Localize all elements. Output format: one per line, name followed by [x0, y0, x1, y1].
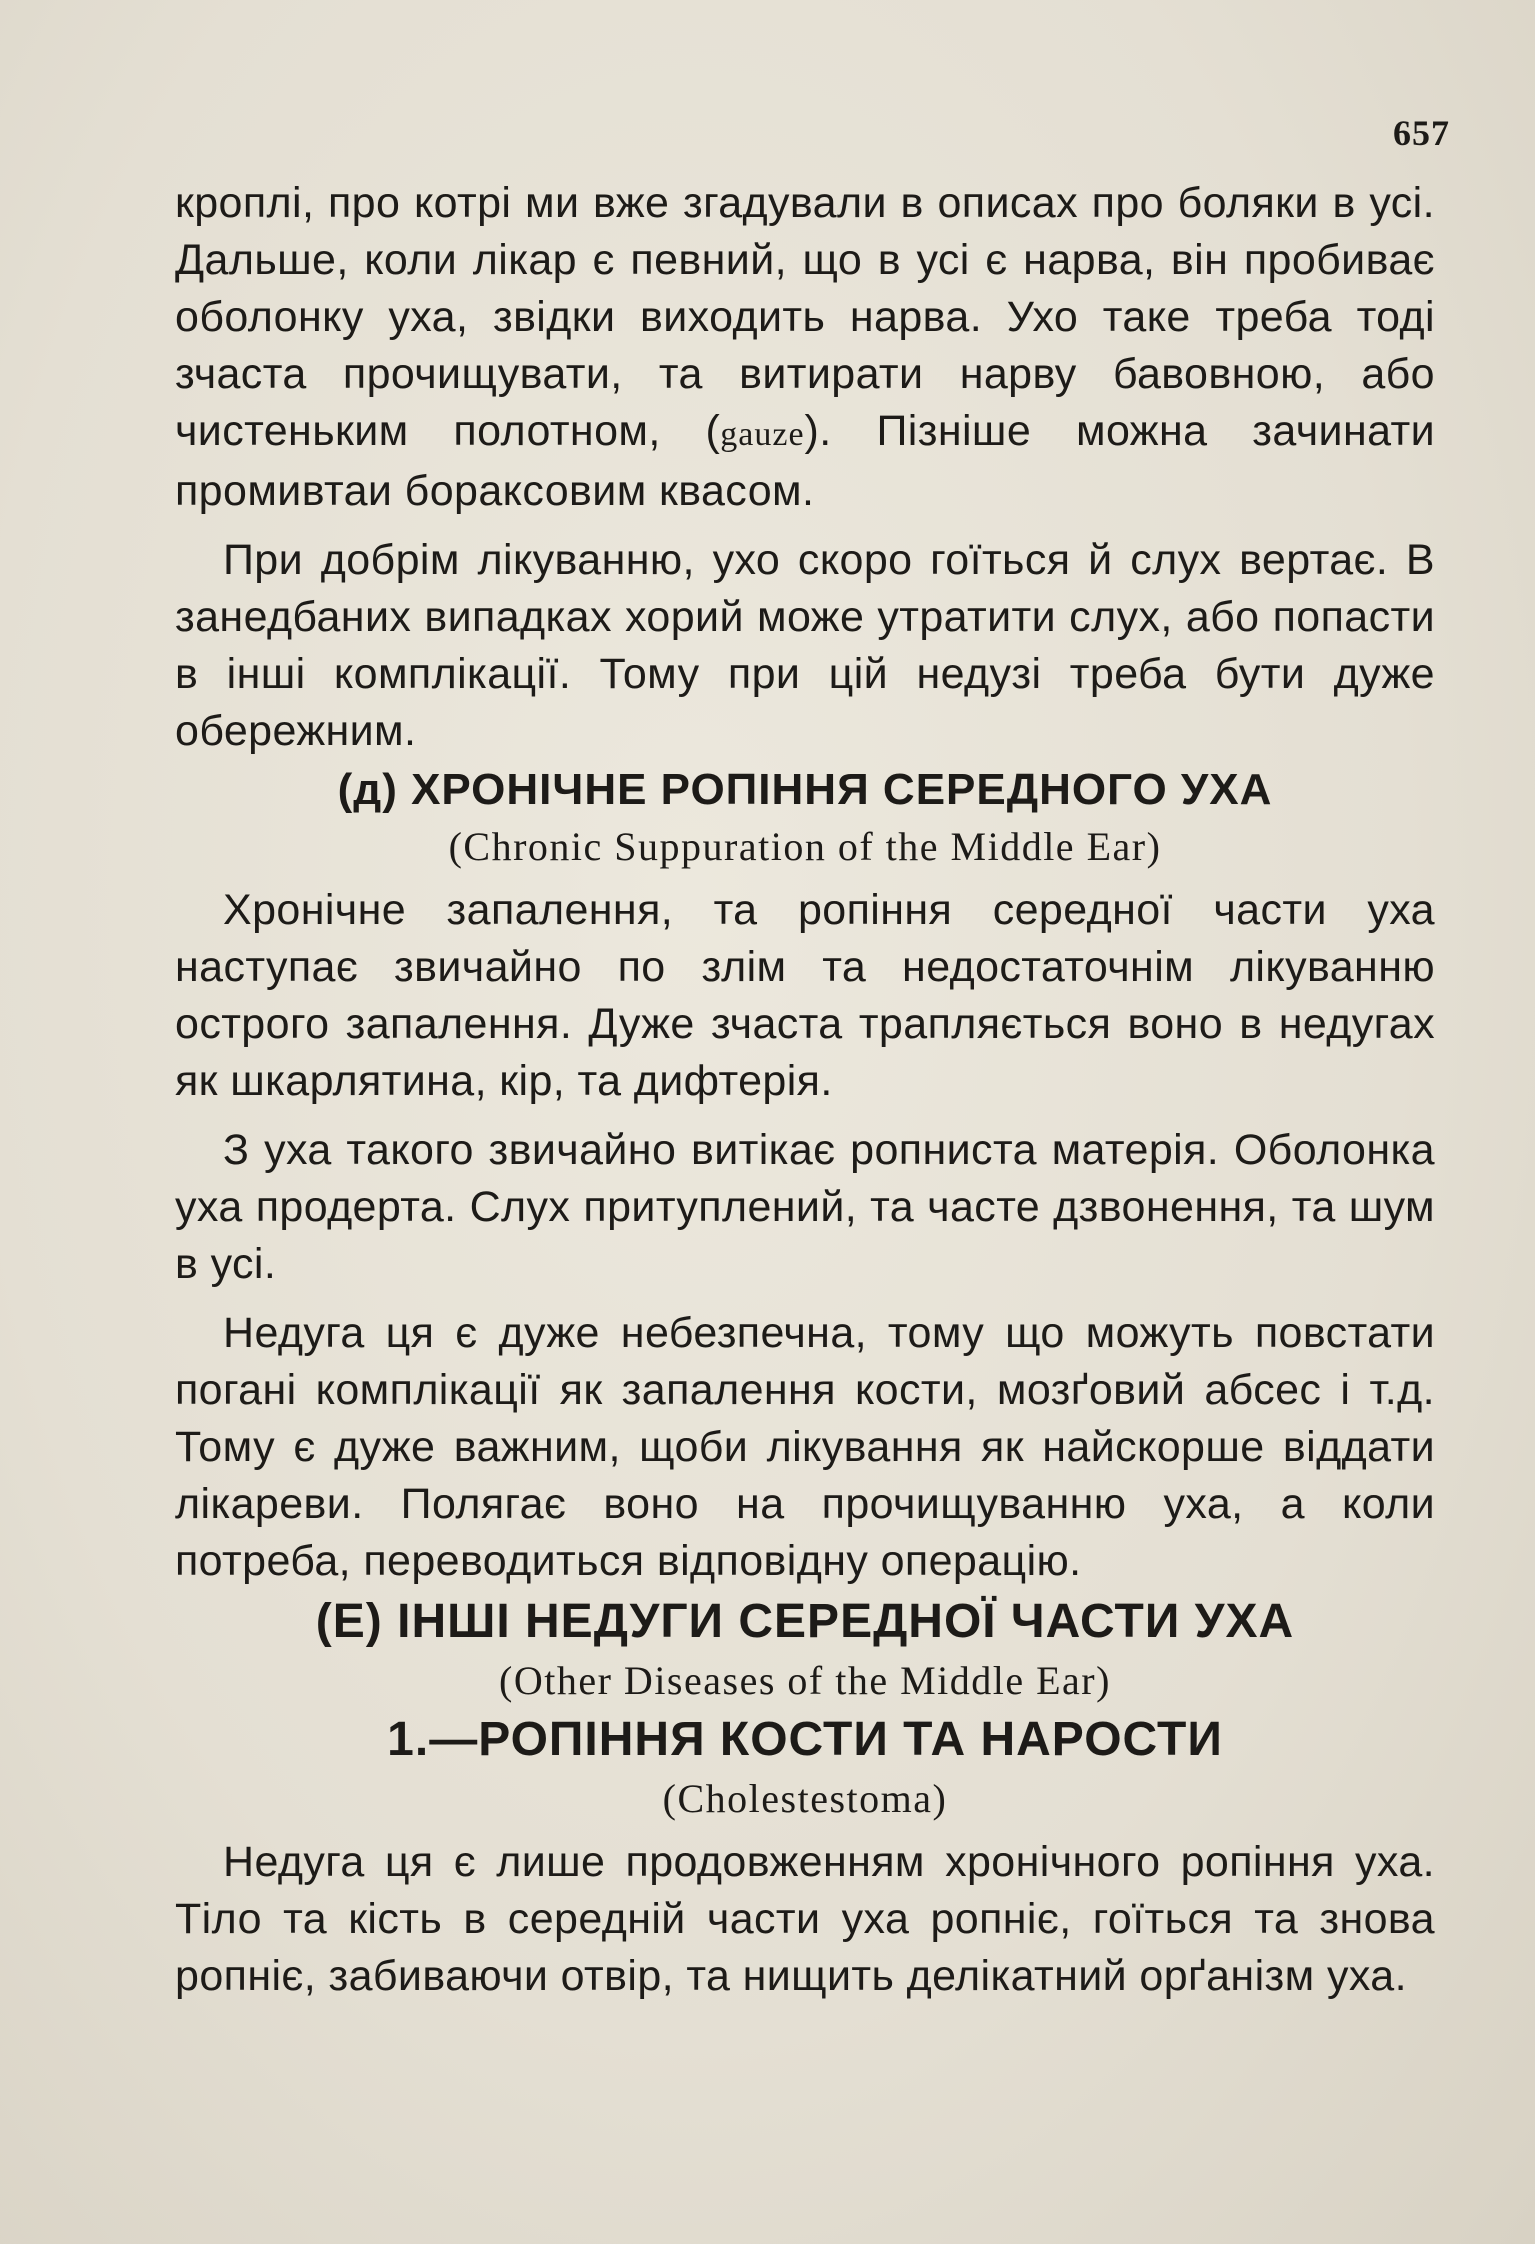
paragraph-text: кроплі, про котрі ми вже згадували в описах про боляки в усі. Дальше, коли лікар є певний, що в усі є нарва, він пробиває оболонку уха, звідки виходить нарва. Ухо таке треба тоді зчаста прочищувати, та витирати нарву бавовною, або чистеньким полотном, ( — [175, 179, 1435, 455]
section-d-paragraph: Недуга ця є дуже небезпечна, тому що можуть повстати погані комплікації як запалення кости, мозґовий абсес і т.д. Тому є дуже важним, щоби лікування як найскорше віддати лікареви. Полягає воно на прочищуванню уха, а коли потреба, переводиться відповідну операцію. — [175, 1309, 1435, 1585]
section-d-paragraph: Хронічне запалення, та ропіння середної части уха наступає звичайно по злім та недостаточнім лікуванню острого запалення. Дуже зчаста трапляється воно в недугах як шкарлятина, кір, та дифтерія. — [175, 886, 1435, 1105]
subsection-subtitle: (Cholestestoma) — [662, 1776, 948, 1821]
section-e-subtitle: (Other Diseases of the Middle Ear) — [499, 1658, 1111, 1703]
section-d-paragraph: З уха такого звичайно витікає ропниста матерія. Оболонка уха продерта. Слух притуплений, та часте дзвонення, та шум в усі. — [175, 1126, 1435, 1288]
section-e-title: (Е) ІНШІ НЕДУГИ СЕРЕДНОЇ ЧАСТИ УХА — [315, 1595, 1295, 1648]
section-d-subtitle: (Chronic Suppuration of the Middle Ear) — [448, 824, 1162, 869]
subsection-title: 1.—РОПІННЯ КОСТИ ТА НАРОСТИ — [387, 1713, 1223, 1766]
subsection-paragraph: Недуга ця є лише продовженням хронічного ропіння уха. Тіло та кість в середній части уха ропніє, гоїться та знова ропніє, забиваючи отвір, та нищить делікатний орґанізм уха. — [175, 1838, 1435, 2000]
section-d-title: (д) ХРОНІЧНЕ РОПІННЯ СЕРЕДНОГО УХА — [337, 765, 1273, 814]
latin-term: gauze — [720, 416, 805, 453]
page-content — [175, 175, 1435, 2005]
paragraph-ear-drops — [175, 175, 1435, 520]
page-number: 657 — [1393, 113, 1450, 153]
paragraph-treatment-outcome: При добрім лікуванню, ухо скоро гоїться й слух вертає. В занедбаних випадках хорий може утратити слух, або попасти в інші комплікації. Тому при цій недузі треба бути дуже обережним. — [175, 536, 1435, 755]
paragraph-text: ). Пізніше можна зачинати промивтаи бораксовим квасом. — [175, 407, 1435, 515]
